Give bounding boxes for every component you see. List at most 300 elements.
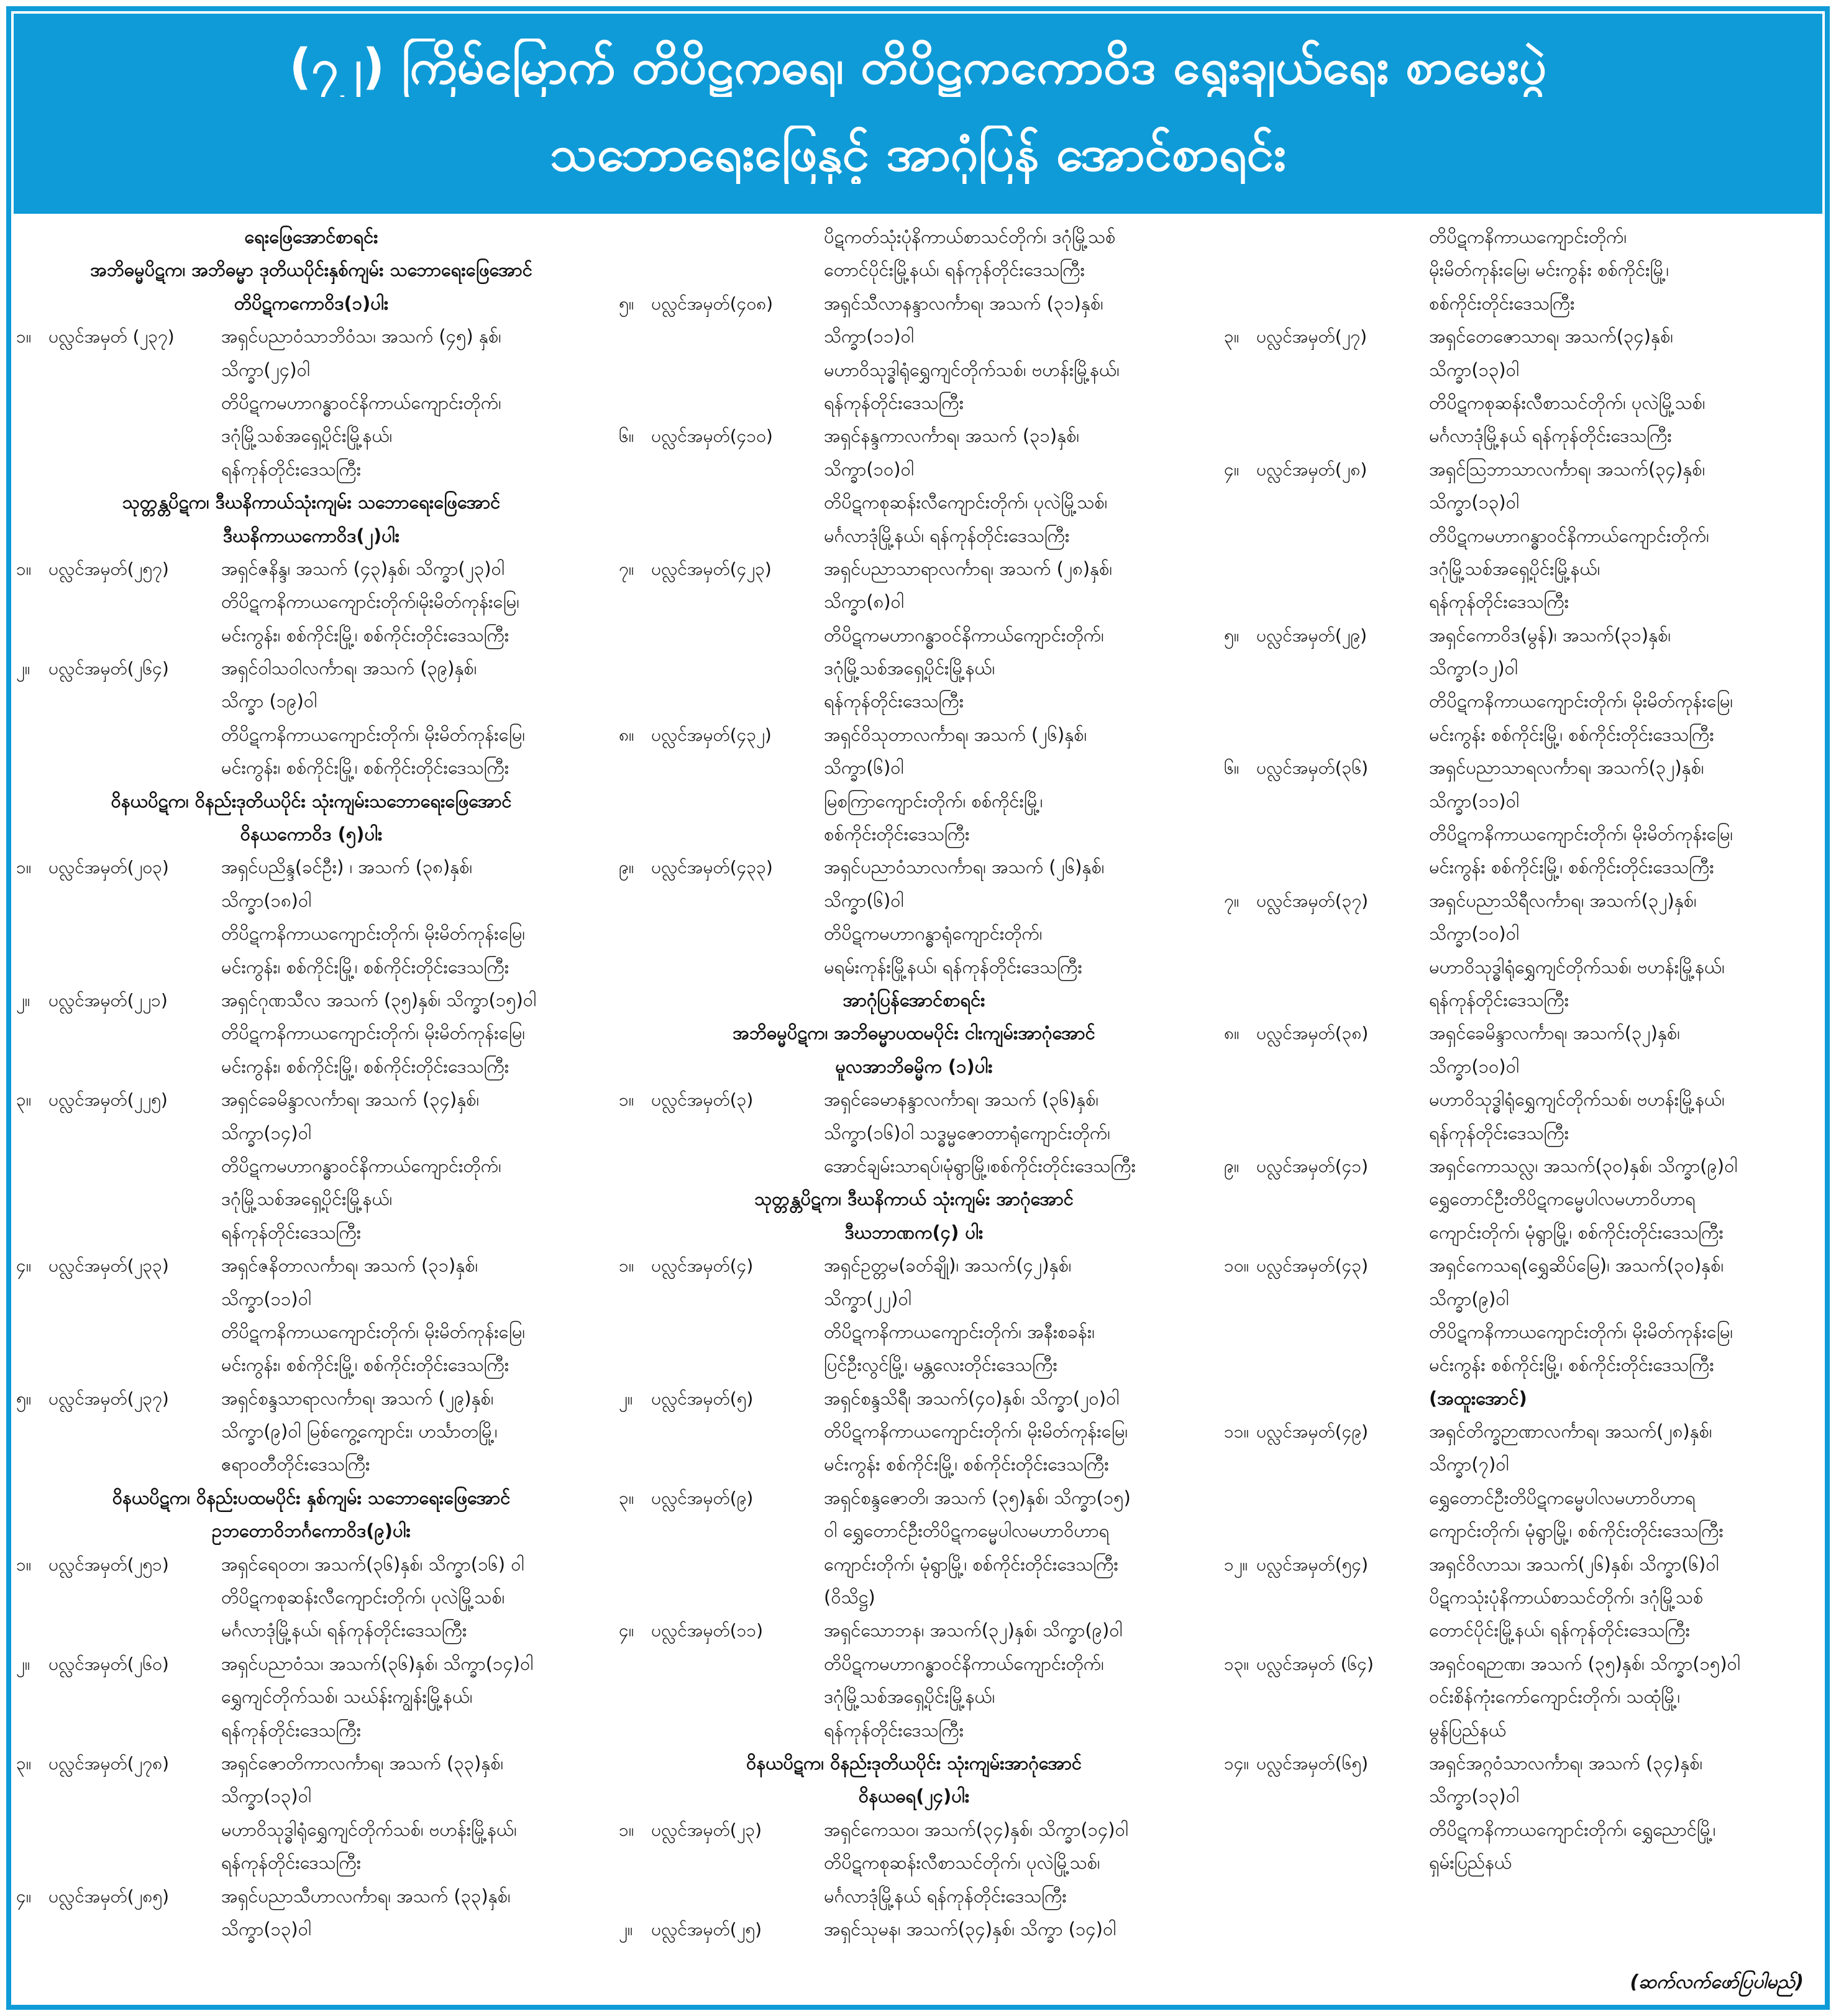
entry-continuation xyxy=(619,951,1209,984)
entry-continuation xyxy=(16,751,606,784)
entry-text: မင်းကွန်း စစ်ကိုင်းမြို့၊ စစ်ကိုင်းတိုင်းဒေသကြီး xyxy=(1429,1354,1714,1376)
entry-continuation xyxy=(16,917,606,950)
entry-row xyxy=(16,1083,606,1116)
entry-text: အရှင်ပညိန္ဒ(ခင်ဦး) ၊ အသက် (၃၈)နှစ်၊ xyxy=(221,856,473,878)
entry-row xyxy=(1224,751,1817,784)
entry-continuation xyxy=(1224,984,1817,1017)
entry-text: ဒဂုံမြို့သစ်အရှေ့ပိုင်းမြို့နယ်၊ xyxy=(221,425,393,447)
entry-continuation xyxy=(619,917,1209,950)
entry-text: မင်းကွန်း စစ်ကိုင်းမြို့၊ စစ်ကိုင်းတိုင်းဒေသကြီး xyxy=(1429,856,1714,878)
seat-number: ပလ္လင်အမှတ်(၄၀၈) xyxy=(651,293,774,314)
entry-text: သိက္ခာ(၁၃)ဝါ xyxy=(221,1918,311,1940)
entry-number: ၃။ xyxy=(1224,326,1240,347)
entry-number: ၄။ xyxy=(16,1885,32,1907)
entry-text: တိပိဋကမဟာဂန္ဓာဝင်နိကာယ်ကျောင်းတိုက်၊ xyxy=(221,392,501,413)
seat-number: ပလ္လင်အမှတ်(၄၃၂) xyxy=(651,724,772,745)
entry-continuation xyxy=(1224,520,1817,552)
seat-number: ပလ္လင်အမှတ်(၂၆၀) xyxy=(48,1653,169,1674)
entry-text: ပြင်ဦးလွင်မြို့၊ မန္တလေးတိုင်းဒေသကြီး xyxy=(824,1354,1057,1376)
entry-number: ၃။ xyxy=(16,1753,32,1774)
entry-continuation xyxy=(16,1150,606,1183)
entry-text: အရှင်ပညာသာရလင်္ကာရ၊ အသက်(၃၂)နှစ်၊ xyxy=(1429,757,1704,779)
entry-continuation xyxy=(1224,1448,1817,1481)
entry-continuation xyxy=(16,1316,606,1349)
entry-continuation xyxy=(16,1183,606,1216)
entry-number: ၂။ xyxy=(16,658,30,679)
entry-continuation xyxy=(16,1415,606,1448)
entry-row xyxy=(16,984,606,1017)
entry-row xyxy=(619,1913,1209,1946)
entry-continuation xyxy=(16,354,606,387)
section-heading: ဝိနယကောဝိဒ (၅)ပါး xyxy=(240,823,383,845)
section-heading: တိပိဋကကောဝိဒ(၁)ပါး xyxy=(234,292,389,314)
seat-number: ပလ္လင်အမှတ်(၁၁) xyxy=(651,1620,764,1641)
section-heading: ဝိနယပိဋက၊ ဝိနည်းဒုတိယပိုင်း သုံးကျမ်းသဘောရေးဖြေအောင် xyxy=(111,790,512,812)
entry-continuation xyxy=(1224,354,1817,387)
entry-text: တိပိဋကမဟာဂန္ဓာဝင်နိကာယ်ကျောင်းတိုက်၊ xyxy=(1429,525,1709,546)
entry-text: တိပိဋကစုဆန်းလီကျောင်းတိုက်၊ ပုလဲမြို့သစ်၊ xyxy=(221,1587,505,1608)
seat-number: ပလ္လင်အမှတ် (၂၃၇) xyxy=(48,326,175,347)
entry-row xyxy=(1224,320,1817,353)
section-heading: ဒီဃဘာဏက(၄) ပါး xyxy=(844,1221,984,1243)
entry-continuation xyxy=(16,619,606,652)
entry-text: မင်းကွန်း စစ်ကိုင်းမြို့၊ စစ်ကိုင်းတိုင်းဒေသကြီး xyxy=(824,1454,1109,1475)
entry-text: မင်းကွန်း၊ စစ်ကိုင်းမြို့၊ စစ်ကိုင်းတိုင်းဒေသကြီး xyxy=(221,624,509,646)
entry-continuation xyxy=(16,1117,606,1150)
entry-continuation xyxy=(619,1680,1209,1713)
entry-number: ၁၁။ xyxy=(1224,1421,1249,1442)
entry-row xyxy=(619,1382,1209,1415)
entry-row xyxy=(619,552,1209,585)
entry-continuation xyxy=(619,1514,1209,1547)
entry-number: ၄။ xyxy=(1224,459,1240,480)
entry-text: တိပိဋကနိကာယကျောင်းတိုက်၊မိုးမိတ်ကုန်းမြေ၊ xyxy=(221,591,519,613)
entry-continuation xyxy=(619,1316,1209,1349)
seat-number: ပလ္လင်အမှတ်(၂၃၇) xyxy=(48,1388,169,1409)
seat-number: ပလ္လင်အမှတ်(၂၉) xyxy=(1256,625,1368,646)
entry-row xyxy=(619,851,1209,884)
entry-number: ၈။ xyxy=(619,724,634,745)
entry-text: တိပိဋကနိကာယကျောင်းတိုက်၊ မိုးမိတ်ကုန်းမြေ၊ xyxy=(1429,823,1733,845)
entry-text: ဒဂုံမြို့သစ်အရှေ့ပိုင်းမြို့နယ်၊ xyxy=(824,657,995,679)
seat-number: ပလ္လင်အမှတ်(၄) xyxy=(651,1255,754,1276)
entry-continuation xyxy=(1224,785,1817,818)
entry-text: တိပိဋကစုဆန်းလီစာသင်တိုက်၊ ပုလဲမြို့သစ်၊ xyxy=(824,1852,1100,1874)
entry-continuation xyxy=(619,1846,1209,1879)
seat-number: ပလ္လင်အမှတ်(၂၂၁) xyxy=(48,989,168,1010)
entry-row xyxy=(16,1548,606,1581)
entry-continuation xyxy=(1224,1514,1817,1547)
entry-continuation xyxy=(16,1017,606,1050)
entry-text: မရမ်းကုန်းမြို့နယ်၊ ရန်ကုန်တိုင်းဒေသကြီး xyxy=(824,956,1082,978)
section-heading: အဘိဓမ္မပိဋက၊ အဘိဓမ္မာ ဒုတိယပိုင်းနှစ်ကျမ်း သဘောရေးဖြေအောင် xyxy=(90,259,532,281)
entry-text: သိက္ခာ(၁၃)ဝါ xyxy=(1429,492,1519,513)
entry-number: ၁၀။ xyxy=(1224,1255,1249,1276)
entry-continuation xyxy=(1224,1614,1817,1647)
entry-continuation xyxy=(619,1349,1209,1381)
entry-number: ၇။ xyxy=(619,558,634,579)
entry-row xyxy=(619,1249,1209,1282)
entry-text: စစ်ကိုင်းတိုင်းဒေသကြီး xyxy=(824,823,970,845)
entry-text: တောင်ပိုင်းမြို့နယ်၊ ရန်ကုန်တိုင်းဒေသကြီး xyxy=(1429,1620,1690,1641)
entry-text: ရွှေကျင်တိုက်သစ်၊ သဃ်န်းကျွန်းမြို့နယ်၊ xyxy=(221,1686,473,1708)
entry-text: ဒဂုံမြို့သစ်အရှေ့ပိုင်းမြို့နယ်၊ xyxy=(1429,557,1601,579)
entry-text: မင်္ဂလာဒုံမြို့နယ်၊ ရန်ကုန်တိုင်းဒေသကြီး xyxy=(824,525,1070,546)
entry-text: မြစကြာကျောင်းတိုက်၊ စစ်ကိုင်းမြို့၊ xyxy=(824,790,1043,812)
entry-number: ၁။ xyxy=(16,558,32,579)
entry-row xyxy=(16,1747,606,1780)
entry-continuation xyxy=(619,387,1209,419)
seat-number: ပလ္လင်အမှတ်(၂၅၁) xyxy=(48,1554,169,1575)
entry-number: ၁၄။ xyxy=(1224,1753,1249,1774)
entry-number: ၈။ xyxy=(1224,1023,1240,1044)
entry-number: ၅။ xyxy=(1224,625,1240,646)
entry-text: အရှင်အဂ္ဂဝံသာလင်္ကာရ၊ အသက် (၃၄)နှစ်၊ xyxy=(1429,1752,1703,1774)
entry-text: အရှင်ပညာသာရာလင်္ကာရ၊ အသက် (၂၈)နှစ်၊ xyxy=(824,557,1112,579)
entry-text: အရှင်ဥတ္တမ(ခတ်ချို)၊ အသက်(၄၂)နှစ်၊ xyxy=(824,1255,1072,1276)
entry-continuation xyxy=(1224,287,1817,320)
entry-text: မဟာဝိသုဒ္ဓါရုံရွှေကျင်တိုက်သစ်၊ ဗဟန်းမြို့နယ်၊ xyxy=(824,359,1120,380)
seat-number: ပလ္လင်အမှတ်(၂၈၅) xyxy=(48,1885,170,1907)
entry-text: တိပိဋကမဟာဂန္ဓာရုံကျောင်းတိုက်၊ xyxy=(824,923,1043,945)
entry-text: အရှင်ခေမိန္ဒာလင်္ကာရ၊ အသက် (၃၄)နှစ်၊ xyxy=(221,1089,480,1111)
entry-continuation xyxy=(16,419,606,452)
entry-number: ၂။ xyxy=(16,1653,30,1674)
entry-continuation xyxy=(16,1780,606,1813)
entry-text: သိက္ခာ (၁၉)ဝါ xyxy=(221,690,317,712)
section-heading: အဘိဓမ္မပိဋက၊ အဘိဓမ္မာပထမပိုင်း ငါးကျမ်းအာဂုံအောင် xyxy=(733,1022,1095,1044)
entry-text: ရန်ကုန်တိုင်းဒေသကြီး xyxy=(221,1719,362,1741)
entry-text: မင်းကွန်း၊ စစ်ကိုင်းမြို့၊ စစ်ကိုင်းတိုင်းဒေသကြီး xyxy=(221,757,509,779)
entry-continuation xyxy=(16,685,606,718)
entry-continuation xyxy=(1224,486,1817,519)
entry-number: ၁၂။ xyxy=(1224,1554,1248,1575)
continued-note: (ဆက်လက်ဖော်ပြပါမည်) xyxy=(1630,1971,1804,1993)
entry-text: ရန်ကုန်တိုင်းဒေသကြီး xyxy=(1429,989,1569,1010)
entry-text: အရှင်ပညာဝံသာဘိဝံသ၊ အသက် (၄၅) နှစ်၊ xyxy=(221,326,501,347)
entry-continuation xyxy=(619,785,1209,818)
entry-continuation xyxy=(1224,1680,1817,1713)
entry-text: အရှင်တေဇောသာရ၊ အသက်(၃၄)နှစ်၊ xyxy=(1429,326,1673,347)
entry-text: အရှင်နန္ဒကာလင်္ကာရ၊ အသက် (၃၁)နှစ်၊ xyxy=(824,425,1079,447)
entry-text: ရန်ကုန်တိုင်းဒေသကြီး xyxy=(1429,1122,1569,1143)
entry-continuation xyxy=(16,453,606,486)
entry-continuation xyxy=(16,1216,606,1249)
section-heading: ဝိနယဓရ(၂၄)ပါး xyxy=(858,1785,970,1807)
seat-number: ပလ္လင်အမှတ်(၄၃) xyxy=(1256,1255,1369,1276)
entry-row xyxy=(619,287,1209,320)
entry-text: တိပိဋကနိကာယကျောင်းတိုက်၊ မိုးမိတ်ကုန်းမြေ၊ xyxy=(1429,690,1733,712)
entry-text: ကျောင်းတိုက်၊ မုံရွာမြို့၊ စစ်ကိုင်းတိုင်းဒေသကြီး xyxy=(1429,1221,1724,1243)
entry-row xyxy=(1224,1548,1817,1581)
entry-continuation xyxy=(1224,254,1817,286)
entry-text: ပိဋကတ်သုံးပုံနိကာယ်စာသင်တိုက်၊ ဒဂုံမြို့သစ် xyxy=(824,226,1116,247)
entry-text: အရှင်စန္ဒသိရီ၊ အသက်(၄၀)နှစ်၊ သိက္ခာ(၂၀)ဝါ xyxy=(824,1387,1120,1409)
entry-continuation xyxy=(16,718,606,751)
entry-row xyxy=(16,652,606,685)
seat-number: ပလ္လင်အမှတ်(၂၀၃) xyxy=(48,857,169,878)
entry-text: ရန်ကုန်တိုင်းဒေသကြီး xyxy=(221,458,362,480)
entry-text: အရှင်ကောဝိဒ(မွန်)၊ အသက်(၃၁)နှစ်၊ xyxy=(1429,624,1671,646)
entry-text: အရှင်ဩဘာသာလင်္ကာရ၊ အသက်(၃၄)နှစ်၊ xyxy=(1429,458,1706,480)
entry-row xyxy=(1224,884,1817,917)
entry-row xyxy=(16,320,606,353)
entry-continuation xyxy=(16,1714,606,1747)
entry-text: ရန်ကုန်တိုင်းဒေသကြီး xyxy=(221,1852,362,1874)
entry-text: ကျောင်းတိုက်၊ မုံရွာမြို့၊ စစ်ကိုင်းတိုင်းဒေသကြီး xyxy=(824,1553,1118,1575)
entry-text: ဒဂုံမြို့သစ်အရှေ့ပိုင်းမြို့နယ်၊ xyxy=(824,1686,995,1708)
entry-continuation xyxy=(1224,419,1817,452)
entry-continuation xyxy=(619,1283,1209,1316)
entry-continuation xyxy=(1224,685,1817,718)
entry-number: ၁။ xyxy=(16,326,32,347)
entry-number: ၂။ xyxy=(16,989,30,1010)
entry-row xyxy=(1224,453,1817,486)
entry-row xyxy=(1224,1647,1817,1680)
entry-text: တိပိဋကနိကာယကျောင်းတိုက်၊ ရွှေညောင်မြို့၊ xyxy=(1429,1818,1716,1840)
entry-continuation xyxy=(16,1283,606,1316)
entry-text: ရန်ကုန်တိုင်းဒေသကြီး xyxy=(824,392,964,413)
entry-row xyxy=(16,851,606,884)
entry-row xyxy=(619,1813,1209,1846)
entry-number: ၃။ xyxy=(619,1487,634,1508)
seat-number: ပလ္လင်အမှတ်(၂၃၃) xyxy=(48,1255,169,1276)
seat-number: ပလ္လင်အမှတ်(၄၉) xyxy=(1256,1421,1369,1442)
entry-continuation xyxy=(619,1581,1209,1614)
section-heading: ဝိနယပိဋက၊ ဝိနည်းဒုတိယပိုင်း သုံးကျမ်းအာဂုံအောင် xyxy=(746,1752,1082,1774)
entry-text: အရှင်ဝါသဝါလင်္ကာရ၊ အသက် (၃၉)နှစ်၊ xyxy=(221,657,477,679)
entry-text: သိက္ခာ(၆)ဝါ xyxy=(824,757,904,779)
column-1 xyxy=(16,221,606,1961)
entry-text: မင်းကွန်း၊ စစ်ကိုင်းမြို့၊ စစ်ကိုင်းတိုင်းဒေသကြီး xyxy=(221,956,509,978)
entry-number: ၄။ xyxy=(619,1620,634,1641)
entry-number: ၃။ xyxy=(16,1089,32,1111)
entry-continuation xyxy=(1224,917,1817,950)
entry-number: ၁။ xyxy=(619,1255,634,1276)
column-2 xyxy=(619,221,1209,1961)
entry-text: အရှင်ရေဝတ၊ အသက်(၃၆)နှစ်၊ သိက္ခာ(၁၆) ဝါ xyxy=(221,1553,524,1575)
entry-text: အရှင်ခေမာနန္ဒာလင်္ကာရ၊ အသက် (၃၆)နှစ်၊ xyxy=(824,1089,1099,1111)
entry-continuation xyxy=(16,1581,606,1614)
entry-text: စစ်ကိုင်းတိုင်းဒေသကြီး xyxy=(1429,292,1575,314)
entry-continuation xyxy=(619,453,1209,486)
entry-row xyxy=(16,552,606,585)
entry-continuation xyxy=(619,585,1209,618)
entry-continuation xyxy=(619,652,1209,685)
entry-text: အရှင်ဝိသုတာလင်္ကာရ၊ အသက် (၂၆)နှစ်၊ xyxy=(824,723,1087,745)
entry-continuation xyxy=(1224,951,1817,984)
entry-text: အရှင်ဝရဉာဏ၊ အသက် (၃၅)နှစ်၊ သိက္ခာ(၁၅)ဝါ xyxy=(1429,1652,1740,1674)
entry-text: အရှင်ဇနိန္ဒ၊ အသက် (၄၃)နှစ်၊ သိက္ခာ(၂၃)ဝါ xyxy=(221,557,505,579)
entry-text: အရှင်ပညာဝံသာလင်္ကာရ၊ အသက် (၂၆)နှစ်၊ xyxy=(824,856,1105,878)
entry-row xyxy=(1224,1747,1817,1780)
seat-number: ပလ္လင်အမှတ်(၄၁) xyxy=(1256,1155,1369,1176)
entry-text: (ဝိသိဋ္ဌ) xyxy=(824,1587,875,1608)
entry-continuation xyxy=(1224,1846,1817,1879)
entry-continuation xyxy=(1224,1083,1817,1116)
entry-text: သိက္ခာ(၈)ဝါ xyxy=(824,591,904,613)
entry-continuation xyxy=(619,1880,1209,1913)
entry-text: အရှင်ကောသလ္လ၊ အသက်(၃၀)နှစ်၊ သိက္ခာ(၉)ဝါ xyxy=(1429,1155,1738,1176)
entry-text: သိက္ခာ(၁၂)ဝါ xyxy=(1429,657,1518,679)
entry-text: တိပိဋကနိကာယကျောင်းတိုက်၊ xyxy=(1429,226,1627,247)
entry-continuation xyxy=(1224,552,1817,585)
entry-text: ပိဋကသုံးပုံနိကာယ်စာသင်တိုက်၊ ဒဂုံမြို့သစ် xyxy=(1429,1587,1704,1608)
entry-text: သိက္ခာ(၁၈)ဝါ xyxy=(221,889,312,911)
entry-continuation xyxy=(16,951,606,984)
entry-continuation xyxy=(619,221,1209,254)
entry-row xyxy=(1224,1017,1817,1050)
entry-continuation xyxy=(1224,851,1817,884)
entry-continuation xyxy=(1224,387,1817,419)
entry-row xyxy=(619,1482,1209,1514)
entry-row xyxy=(1224,619,1817,652)
entry-row xyxy=(16,1382,606,1415)
entry-number: ၁။ xyxy=(16,857,32,878)
entry-text: ဝါ ရွှေတောင်ဦးတိပိဋကမ္မေပါလမဟာဝိဟာရ xyxy=(824,1520,1110,1542)
entry-number: ၉။ xyxy=(619,857,634,878)
seat-number: ပလ္လင်အမှတ်(၅) xyxy=(651,1388,754,1409)
entry-continuation xyxy=(16,1813,606,1846)
entry-text: တိပိဋကနိကာယကျောင်းတိုက်၊ မိုးမိတ်ကုန်းမြေ၊ xyxy=(221,1022,526,1044)
entry-continuation xyxy=(619,1150,1209,1183)
entry-text: အရှင်ပညာသီဟာလင်္ကာရ၊ အသက် (၃၃)နှစ်၊ xyxy=(221,1885,511,1907)
entry-continuation xyxy=(619,884,1209,917)
entry-number: ၆။ xyxy=(619,426,634,447)
seat-number: ပလ္လင်အမှတ်(၂၃) xyxy=(651,1819,762,1840)
entry-text: သိက္ခာ(၉)ဝါ မြစ်ကွေ့ကျောင်း၊ ဟင်္သာတမြို့၊ xyxy=(221,1421,498,1442)
entry-number: ၁၃။ xyxy=(1224,1653,1249,1674)
section-heading: ရေးဖြေအောင်စာရင်း xyxy=(244,226,378,247)
entry-continuation xyxy=(1224,1183,1817,1216)
entry-row xyxy=(16,1249,606,1282)
entry-continuation xyxy=(1224,1283,1817,1316)
entry-text: တိပိဋကနိကာယကျောင်းတိုက်၊ မိုးမိတ်ကုန်းမြေ၊ xyxy=(824,1421,1128,1442)
entry-text: တိပိဋကမဟာဂန္ဓာဝင်နိကာယ်ကျောင်းတိုက်၊ xyxy=(824,1652,1104,1674)
entry-row xyxy=(619,718,1209,751)
entry-text: တိပိဋကစုဆန်းလီကျောင်းတိုက်၊ ပုလဲမြို့သစ်၊ xyxy=(824,492,1108,513)
entry-number: ၇။ xyxy=(1224,890,1240,911)
entry-text: သိက္ခာ(၆)ဝါ xyxy=(824,889,904,911)
entry-text: မိုးမိတ်ကုန်းမြေ၊ မင်းကွန်း စစ်ကိုင်းမြို့၊ xyxy=(1429,259,1669,281)
entry-text: အရှင်တိက္ခဉာဏာလင်္ကာရ၊ အသက်(၂၈)နှစ်၊ xyxy=(1429,1421,1712,1442)
entry-continuation xyxy=(16,387,606,419)
entry-text: အရှင်ကေသရ(ရွှေဆိပ်မြေ)၊ အသက်(၃၀)နှစ်၊ xyxy=(1429,1255,1724,1276)
entry-continuation xyxy=(16,1448,606,1481)
entry-text: တိပိဋကမဟာဂန္ဓာဝင်နိကာယ်ကျောင်းတိုက်၊ xyxy=(221,1155,501,1176)
entry-text: တိပိဋကနိကာယကျောင်းတိုက်၊ အနီးစခန်း၊ xyxy=(824,1321,1095,1342)
entry-continuation xyxy=(1224,1050,1817,1083)
entry-text: သိက္ခာ(၁၆)ဝါ သဒ္ဓမ္မဇောတာရုံကျောင်းတိုက်၊ xyxy=(824,1122,1110,1143)
entry-text: ရွှေတောင်ဦးတိပိဋကမ္မေပါလမဟာဝိဟာရ xyxy=(1429,1487,1696,1508)
entry-row xyxy=(1224,1415,1817,1448)
entry-continuation xyxy=(16,1913,606,1946)
entry-text: သိက္ခာ(၁၁)ဝါ xyxy=(221,1288,311,1309)
entry-text: အရှင်ကေသဝ၊ အသက်(၃၄)နှစ်၊ သိက္ခာ(၁၄)ဝါ xyxy=(824,1818,1128,1840)
entry-text: မဟာဝိသုဒ္ဓါရုံရွှေကျင်တိုက်သစ်၊ ဗဟန်းမြို့နယ်၊ xyxy=(1429,956,1725,978)
entry-text: ကျောင်းတိုက်၊ မုံရွာမြို့၊ စစ်ကိုင်းတိုင်းဒေသကြီး xyxy=(1429,1520,1724,1542)
entry-continuation xyxy=(1224,1813,1817,1846)
seat-number: ပလ္လင်အမှတ်(၄၁၀) xyxy=(651,426,773,447)
seat-number: ပလ္လင်အမှတ်(၂၂၅) xyxy=(48,1089,168,1111)
entry-number: ၁။ xyxy=(619,1819,634,1840)
column-3 xyxy=(1224,221,1817,1961)
entry-text: ရန်ကုန်တိုင်းဒေသကြီး xyxy=(824,1719,964,1741)
entry-text: သိက္ခာ(၉)ဝါ xyxy=(1429,1288,1509,1309)
entry-text: မင်းကွန်း စစ်ကိုင်းမြို့၊ စစ်ကိုင်းတိုင်းဒေသကြီး xyxy=(1429,723,1714,745)
seat-number: ပလ္လင်အမှတ်(၄၃၃) xyxy=(651,857,773,878)
entry-continuation xyxy=(1224,1316,1817,1349)
entry-continuation xyxy=(16,585,606,618)
entry-text: မဟာဝိသုဒ္ဓါရုံရွှေကျင်တိုက်သစ်၊ ဗဟန်းမြို့နယ်၊ xyxy=(1429,1089,1725,1111)
entry-text: အရှင်ပညာသိရီလင်္ကာရ၊ အသက်(၃၂)နှစ်၊ xyxy=(1429,889,1697,911)
section-heading: သုတ္တန္တပိဋက၊ ဒီဃနိကာယ်သုံးကျမ်း သဘောရေးဖြေအောင် xyxy=(122,492,501,513)
entry-text: အရှင်ဂုဏသီလ အသက် (၃၅)နှစ်၊ သိက္ခာ(၁၅)ဝါ xyxy=(221,989,537,1010)
entry-text: သိက္ခာ(၁၁)ဝါ xyxy=(824,326,914,347)
entry-continuation xyxy=(619,619,1209,652)
entry-text: သိက္ခာ(၁၀)ဝါ xyxy=(824,458,914,480)
entry-row xyxy=(1224,1249,1817,1282)
entry-text: တိပိဋကစုဆန်းလီစာသင်တိုက်၊ ပုလဲမြို့သစ်၊ xyxy=(1429,392,1706,413)
entry-text: အရှင်ဇောတိကာလင်္ကာရ၊ အသက် (၃၃)နှစ်၊ xyxy=(221,1752,504,1774)
entry-text: တိပိဋကနိကာယကျောင်းတိုက်၊ မိုးမိတ်ကုန်းမြေ၊ xyxy=(221,1321,526,1342)
entry-continuation xyxy=(619,1647,1209,1680)
entry-continuation xyxy=(1224,1581,1817,1614)
entry-row xyxy=(1224,1150,1817,1183)
entry-continuation xyxy=(619,520,1209,552)
entry-text: အရှင်စန္ဒသာရာလင်္ကာရ၊ အသက် (၂၉)နှစ်၊ xyxy=(221,1387,494,1409)
entry-text: မင်္ဂလာဒုံမြို့နယ် ရန်ကုန်တိုင်းဒေသကြီး xyxy=(1429,425,1672,447)
entry-text: သိက္ခာ(၁၄)ဝါ xyxy=(221,1122,311,1143)
seat-number: ပလ္လင်အမှတ်(၂၇၈) xyxy=(48,1753,170,1774)
entry-continuation xyxy=(1224,1349,1817,1381)
entry-continuation xyxy=(619,1548,1209,1581)
entry-continuation xyxy=(619,685,1209,718)
entry-continuation xyxy=(1224,1714,1817,1747)
entry-text: သိက္ခာ(၁၀)ဝါ xyxy=(1429,923,1519,945)
entry-text: မင်္ဂလာဒုံမြို့နယ်၊ ရန်ကုန်တိုင်းဒေသကြီး xyxy=(221,1620,467,1641)
entry-text: မင်္ဂလာဒုံမြို့နယ် ရန်ကုန်တိုင်းဒေသကြီး xyxy=(824,1885,1067,1907)
section-heading: သုတ္တန္တပိဋက၊ ဒီဃနိကာယ် သုံးကျမ်း အာဂုံအောင် xyxy=(754,1188,1074,1210)
seat-number: ပလ္လင်အမှတ်(၂၆၄) xyxy=(48,658,169,679)
entry-number: ၆။ xyxy=(1224,758,1240,779)
entry-text: တောင်ပိုင်းမြို့နယ်၊ ရန်ကုန်တိုင်းဒေသကြီး xyxy=(824,259,1085,281)
entry-continuation xyxy=(1224,718,1817,751)
entry-text: ဝင်းစိန်ကုံးကော်ကျောင်းတိုက်၊ သထုံမြို့၊ xyxy=(1429,1686,1680,1708)
entry-number: ၅။ xyxy=(16,1388,32,1409)
section-heading: မူလအာဘိဓမ္မိက (၁)ပါး xyxy=(835,1055,993,1077)
entry-continuation xyxy=(1224,1117,1817,1150)
entry-text: တိပိဋကနိကာယကျောင်းတိုက်၊ မိုးမိတ်ကုန်းမြေ၊ xyxy=(221,723,526,745)
entry-text: ရွှေတောင်ဦးတိပိဋကမ္မေပါလမဟာဝိဟာရ xyxy=(1429,1188,1696,1210)
seat-number: ပလ္လင်အမှတ် (၆၄) xyxy=(1256,1653,1374,1674)
banner-title-line-1: (၇၂) ကြိမ်မြောက် တိပိဋကဓရ၊ တိပိဋကကောဝိဒ ရွေးချယ်ရေး စာမေးပွဲ xyxy=(289,39,1547,95)
section-heading: ဝိနယပိဋက၊ ဝိနည်းပထမပိုင်း နှစ်ကျမ်း သဘောရေးဖြေအောင် xyxy=(112,1487,511,1508)
entry-text: ရှမ်းပြည်နယ် xyxy=(1429,1852,1512,1874)
entry-text: တိပိဋကနိကာယကျောင်းတိုက်၊ မိုးမိတ်ကုန်းမြေ၊ xyxy=(1429,1321,1733,1342)
entry-row xyxy=(16,1647,606,1680)
entry-continuation xyxy=(16,1614,606,1647)
entry-number: ၂။ xyxy=(619,1918,633,1940)
entry-continuation xyxy=(1224,1382,1817,1415)
entry-text: တိပိဋကနိကာယကျောင်းတိုက်၊ မိုးမိတ်ကုန်းမြေ၊ xyxy=(221,923,526,945)
seat-number: ပလ္လင်အမှတ်(၃၇) xyxy=(1256,890,1369,911)
entry-continuation xyxy=(1224,585,1817,618)
entry-text: သိက္ခာ(၁၃)ဝါ xyxy=(1429,1785,1519,1807)
seat-number: ပလ္လင်အမှတ်(၃၈) xyxy=(1256,1023,1369,1044)
entry-text: မွန်ပြည်နယ် xyxy=(1429,1719,1507,1741)
entry-continuation xyxy=(1224,1482,1817,1514)
